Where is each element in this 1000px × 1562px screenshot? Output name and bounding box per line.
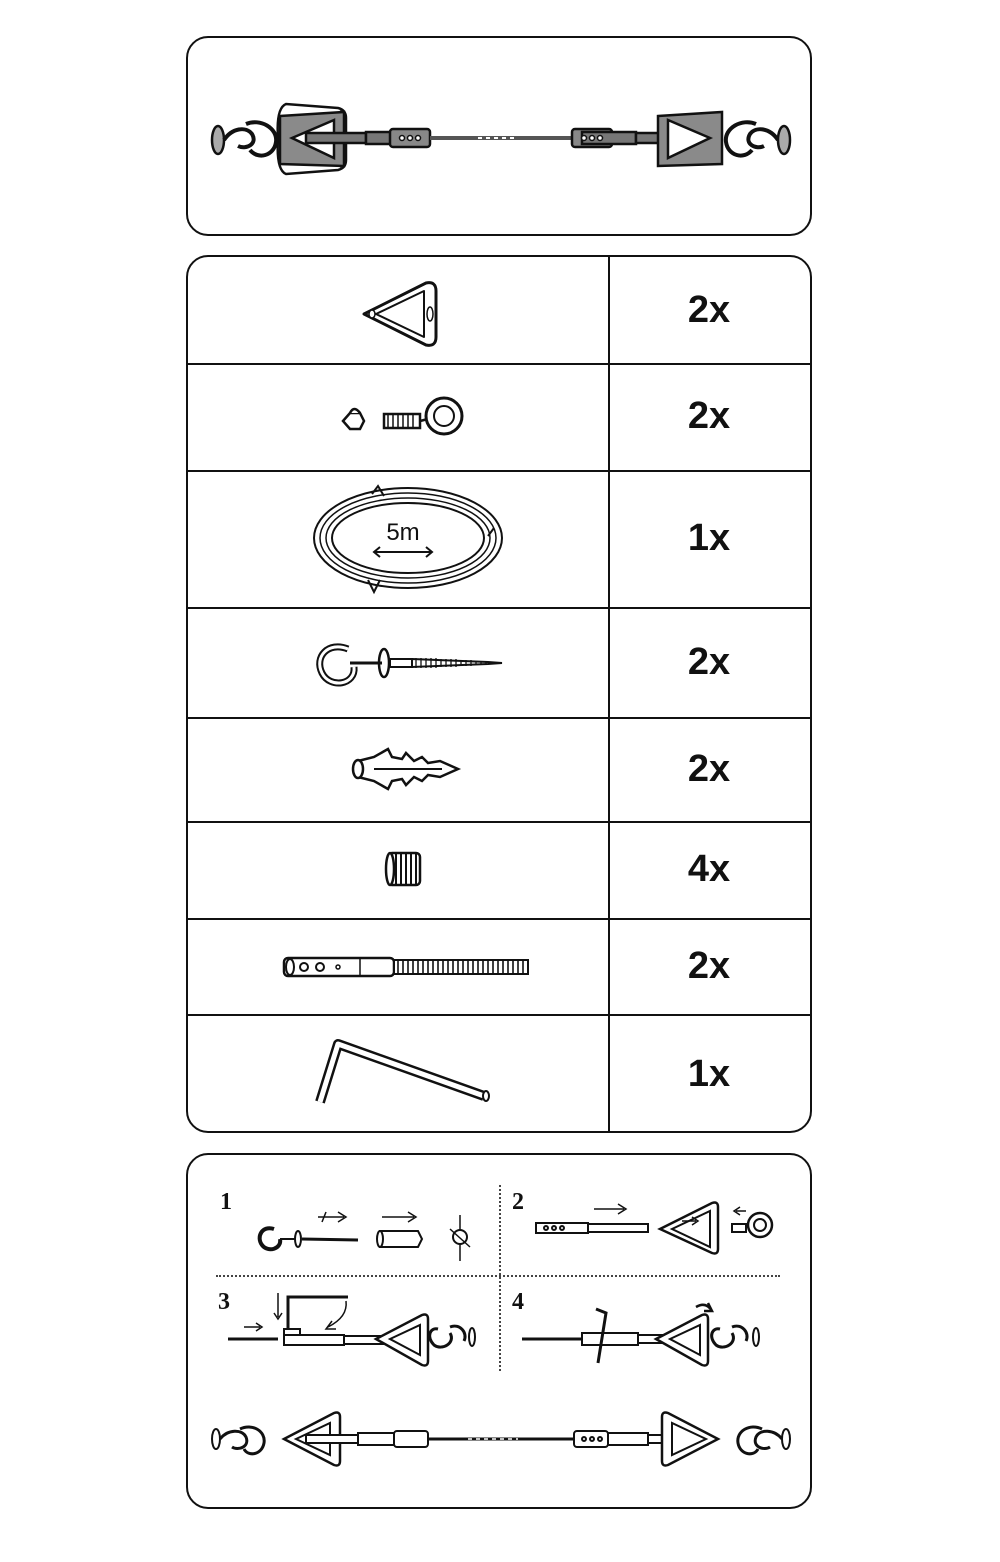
step-1-illustration <box>248 1199 488 1269</box>
screw-hook-icon <box>188 607 608 717</box>
parts-row-threaded-sleeve <box>188 821 810 920</box>
step-divider-vertical <box>499 1185 501 1371</box>
threaded-rod-icon <box>188 918 608 1014</box>
assembly-steps-panel <box>186 1153 812 1509</box>
step-2-illustration <box>532 1191 792 1271</box>
step-number-2: 2 <box>512 1189 524 1215</box>
quantity: 2x <box>687 747 731 790</box>
parts-row-threaded-rod <box>188 918 810 1016</box>
parts-list-table <box>186 255 812 1133</box>
parts-row-triangle <box>188 257 810 365</box>
parts-row-allen-key <box>188 1014 810 1133</box>
step-4-illustration <box>522 1283 782 1379</box>
step-number-3: 3 <box>218 1289 230 1315</box>
allen-key-icon <box>188 1014 608 1133</box>
eye-bolt-with-nut-icon <box>188 363 608 470</box>
step-divider-horizontal <box>216 1275 780 1277</box>
step-number-1: 1 <box>220 1189 232 1215</box>
triangle-tensioner-icon <box>188 257 608 363</box>
assembled-wire-tensioner-illustration <box>188 38 812 236</box>
threaded-sleeve-icon <box>188 821 608 918</box>
quantity: 2x <box>687 288 731 331</box>
quantity: 4x <box>687 848 731 890</box>
wire-coil-icon <box>188 470 608 607</box>
wall-plug-icon <box>188 717 608 821</box>
parts-row-eye-bolt <box>188 363 810 472</box>
parts-row-screw-hook <box>188 607 810 719</box>
quantity: 1x <box>687 1053 731 1095</box>
parts-row-wall-plug <box>188 717 810 823</box>
parts-row-wire-coil <box>188 470 810 609</box>
assembled-overview-panel <box>186 36 812 236</box>
quantity: 1x <box>687 517 731 559</box>
quantity: 2x <box>687 944 731 987</box>
wire-length-label: 5m <box>386 519 420 546</box>
quantity: 2x <box>687 640 731 683</box>
step-3-illustration <box>228 1287 478 1377</box>
step-number-4: 4 <box>512 1289 524 1315</box>
final-assembly-illustration <box>206 1401 796 1481</box>
quantity: 2x <box>687 395 731 437</box>
